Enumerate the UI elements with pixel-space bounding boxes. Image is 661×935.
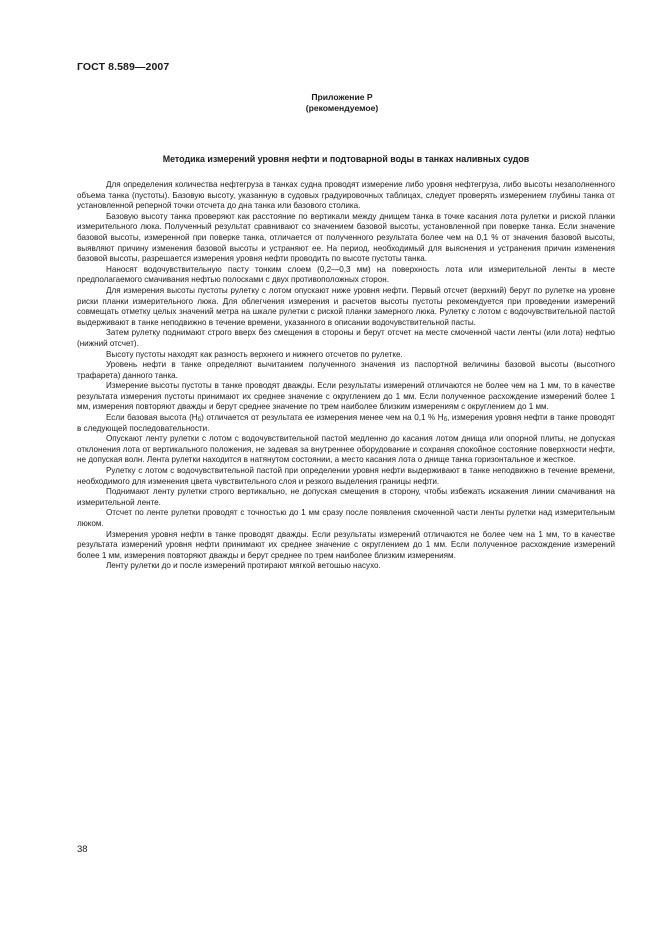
paragraph: Измерения уровня нефти в танке проводят дважды. Если результаты измерений отличаются не более чем на 1 мм, то в качестве результата измерений уровня нефти принимают их среднее значение с округлением до 1 мм. Если полученное расхождение измерений более 1 мм, измерения повторяют дважды и берут среднее по трем наиболее близким измерениям. [77,529,615,560]
annex-name: Приложение Р [311,92,373,102]
paragraph: Высоту пустоты находят как разность верхнего и нижнего отсчетов по рулетке. [106,349,403,359]
paragraph: Для измерения высоты пустоты рулетку с лотом опускают ниже уровня нефти. Первый отсчет (верхний) берут по рулетке на уровне риски планки измерительного люка. Для облегчения измерения и расчетов высоты пустоты рекомендуется при проведении измерений совмещать отметку целых значений метра на шкале рулетки с риской планки замерного люка. Рулетку с лотом с водочувствительной пастой выдерживают в танке неподвижно в течение времени, указанного в описании водочувствительной пасты. [77,285,615,327]
text-run: ) отличается от результата ее измерения менее чем на 0,1 % Н [201,413,444,423]
paragraph: Наносят водочувствительную пасту тонким слоем (0,2—0,3 мм) на поверхность лота или измерительной ленты в месте предполагаемого смачивания нефтью полосками с двух противоположных сторон. [77,264,615,285]
paragraph: Поднимают ленту рулетки строго вертикально, не допуская смещения в сторону, чтобы избежать искажения линии смачивания на измерительной ленте. [77,487,615,507]
paragraph: Ленту рулетки до и после измерений протирают мягкой ветошью насухо. [106,561,381,571]
paragraph: Измерение высоты пустоты в танке проводят дважды. Если результаты измерений отличаются не более чем на 1 мм, то в качестве результата измерения пустоты принимают их среднее значение с округлением до 1 мм. Если полученное расхождение измерений более 1 мм, измерения повторяют дважды и берут среднее значение по трем наиболее близким измерениям с округлением до 1 мм. [77,381,615,412]
annex-heading [0,92,661,114]
paragraph: Уровень нефти в танке определяют вычитанием полученного значения из паспортной величины базовой высоты (высотного трафарета) данного танка. [77,360,615,380]
paragraph: Рулетку с лотом с водочувствительной пастой при определении уровня нефти выдерживают в танке неподвижно в течение времени, необходимого для изменения цвета чувствительного слоя и резкого выделения границы нефти. [77,466,615,486]
paragraph: Для определения количества нефтегруза в танках судна проводят измерение либо уровня нефтегруза, либо высоты незаполненного объема танка (пустоты). Базовую высоту, указанную в судовых градуировочных таблицах, следует проверять измерением глубины танка от установленной реперной точки отсчета до дна танка или базового столика. [77,180,615,211]
paragraph: Базовую высоту танка проверяют как расстояние по вертикали между днищем танка в точке касания лота рулетки и риской планки измерительного люка. Полученный результат сравнивают со значением базовой высоты, установленной при поверке танка. Если значение базовой высоты, измеренной при поверке танка, отличается от полученного результата более чем на 0,1 % от значения базовой высоты, выявляют причину изменения базовой высоты и устраняют ее. На период, необходимый для выяснения и устранения причин изменения базовой высоты, разрешается измерения уровня нефти проводить по высоте пустоты танка. [77,211,615,264]
page-number: 38 [77,844,88,855]
paragraph: Затем рулетку поднимают строго вверх без смещения в стороны и берут отсчет на месте смоченной части ленты (или лота) нефтью (нижний отсчет). [77,328,615,348]
standard-code: ГОСТ 8.589—2007 [77,61,170,73]
paragraph-base-height [77,413,615,434]
subscript: б [197,417,202,424]
text-run: Если базовая высота (Н [106,413,198,423]
paragraph: Отсчет по ленте рулетки проводят с точностью до 1 мм сразу после появления смоченной части ленты рулетки над измерительным люком. [77,508,615,528]
text-run: , измерения уровня нефти в танке проводят в следующей последовательности. [77,413,616,433]
paragraph: Опускают ленту рулетки с лотом с водочувствительной пастой медленно до касания лотом днища или опорной плиты, не допуская отклонения лота от вертикального положения, не задевая за внутреннее оборудование и сохраняя спокойное состояние поверхности нефти, не допуская волн. Лента рулетки находится в натянутом состоянии, а место касания лота о днище танка горизонтальное и жесткое. [77,434,615,465]
document-title: Методика измерений уровня нефти и подтоварной воды в танках наливных судов [162,154,530,164]
annex-status: (рекомендуемое) [305,103,379,113]
subscript: б [443,417,448,424]
document-body [77,180,615,572]
